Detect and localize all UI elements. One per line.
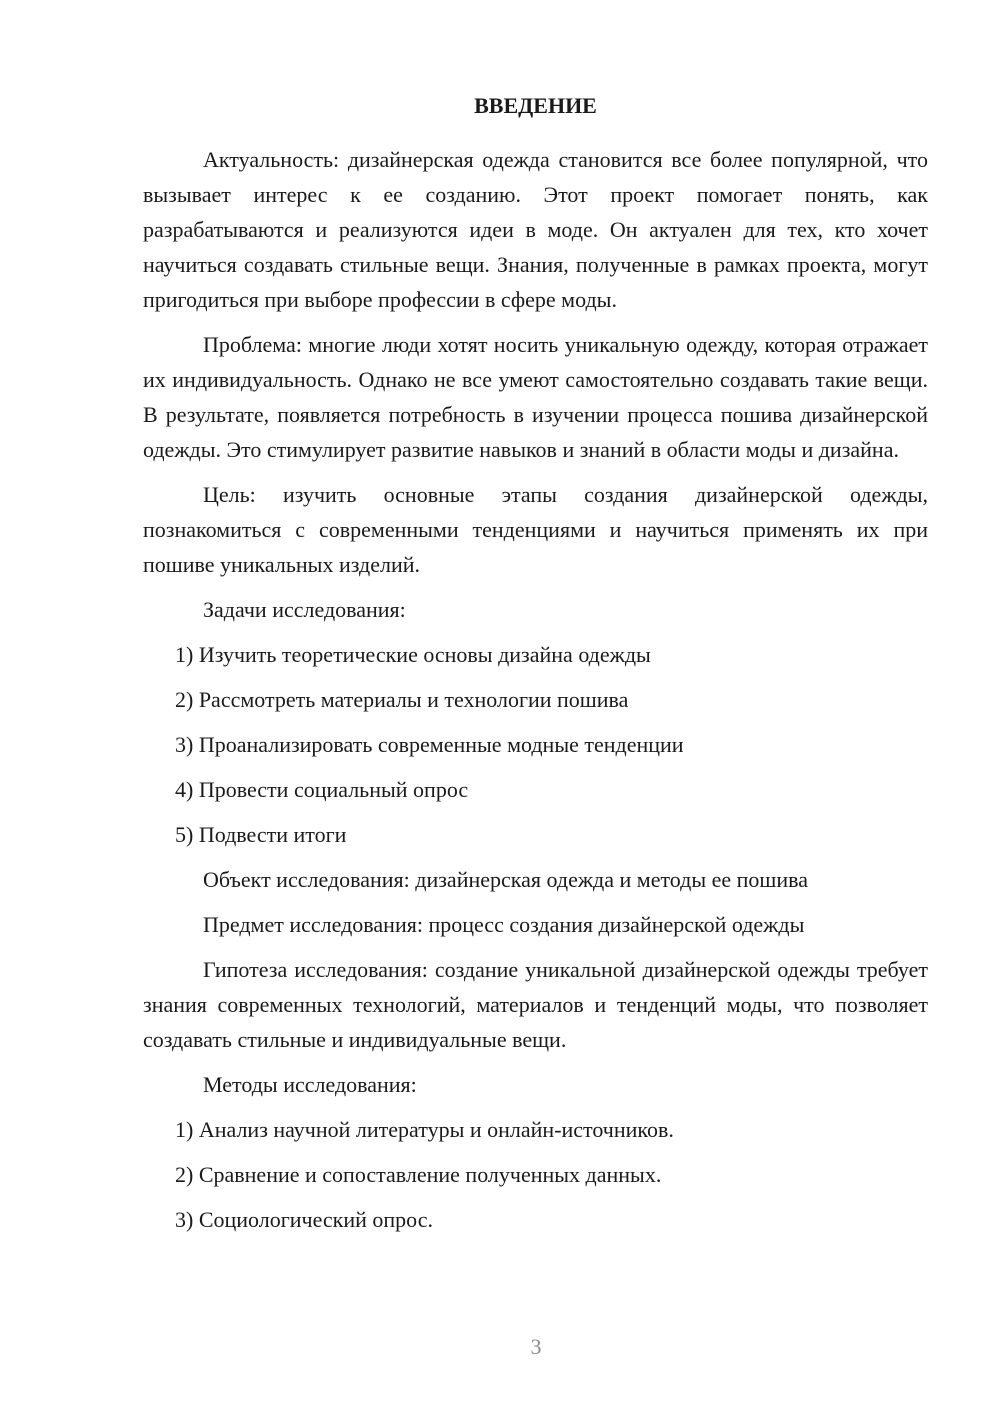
goal-paragraph: Цель: изучить основные этапы создания дизайнерской одежды, познакомиться с современными тенденциями и научиться применять их при пошиве уникальных изделий. xyxy=(143,482,928,577)
hypothesis-paragraph: Гипотеза исследования: создание уникальной дизайнерской одежды требует знания современных технологий, материалов и тенденций моды, что позволяет создавать стильные и индивидуальные вещи. xyxy=(143,957,928,1052)
research-subject: Предмет исследования: процесс создания дизайнерской одежды xyxy=(203,912,805,937)
problem-paragraph: Проблема: многие люди хотят носить уникальную одежду, которая отражает их индивидуальность. Однако не все умеют самостоятельно создавать такие вещи. В результате, появляется потребность в изучении процесса пошива дизайнерской одежды. Это стимулирует развитие навыков и знаний в области моды и дизайна. xyxy=(143,332,928,462)
method-item-2: 2) Сравнение и сопоставление полученных данных. xyxy=(175,1162,662,1187)
method-item-1: 1) Анализ научной литературы и онлайн-источников. xyxy=(175,1117,674,1142)
task-item-5: 5) Подвести итоги xyxy=(175,822,347,847)
task-item-3: 3) Проанализировать современные модные тенденции xyxy=(175,732,684,757)
relevance-paragraph: Актуальность: дизайнерская одежда становится все более популярной, что вызывает интерес к ее созданию. Этот проект помогает понять, как разрабатываются и реализуются идеи в моде. Он актуален для тех, кто хочет научиться создавать стильные вещи. Знания, полученные в рамках проекта, могут пригодиться при выборе профессии в сфере моды. xyxy=(143,147,928,312)
methods-title: Методы исследования: xyxy=(203,1072,417,1097)
research-object: Объект исследования: дизайнерская одежда и методы ее пошива xyxy=(203,867,808,892)
tasks-title: Задачи исследования: xyxy=(203,597,406,622)
task-item-2: 2) Рассмотреть материалы и технологии пошива xyxy=(175,687,629,712)
document-page xyxy=(143,92,928,1247)
method-item-3: 3) Социологический опрос. xyxy=(175,1207,433,1232)
task-item-4: 4) Провести социальный опрос xyxy=(175,777,469,802)
task-item-1: 1) Изучить теоретические основы дизайна одежды xyxy=(175,642,651,667)
page-number: 3 xyxy=(530,1334,542,1359)
section-heading: ВВЕДЕНИЕ xyxy=(474,93,597,118)
